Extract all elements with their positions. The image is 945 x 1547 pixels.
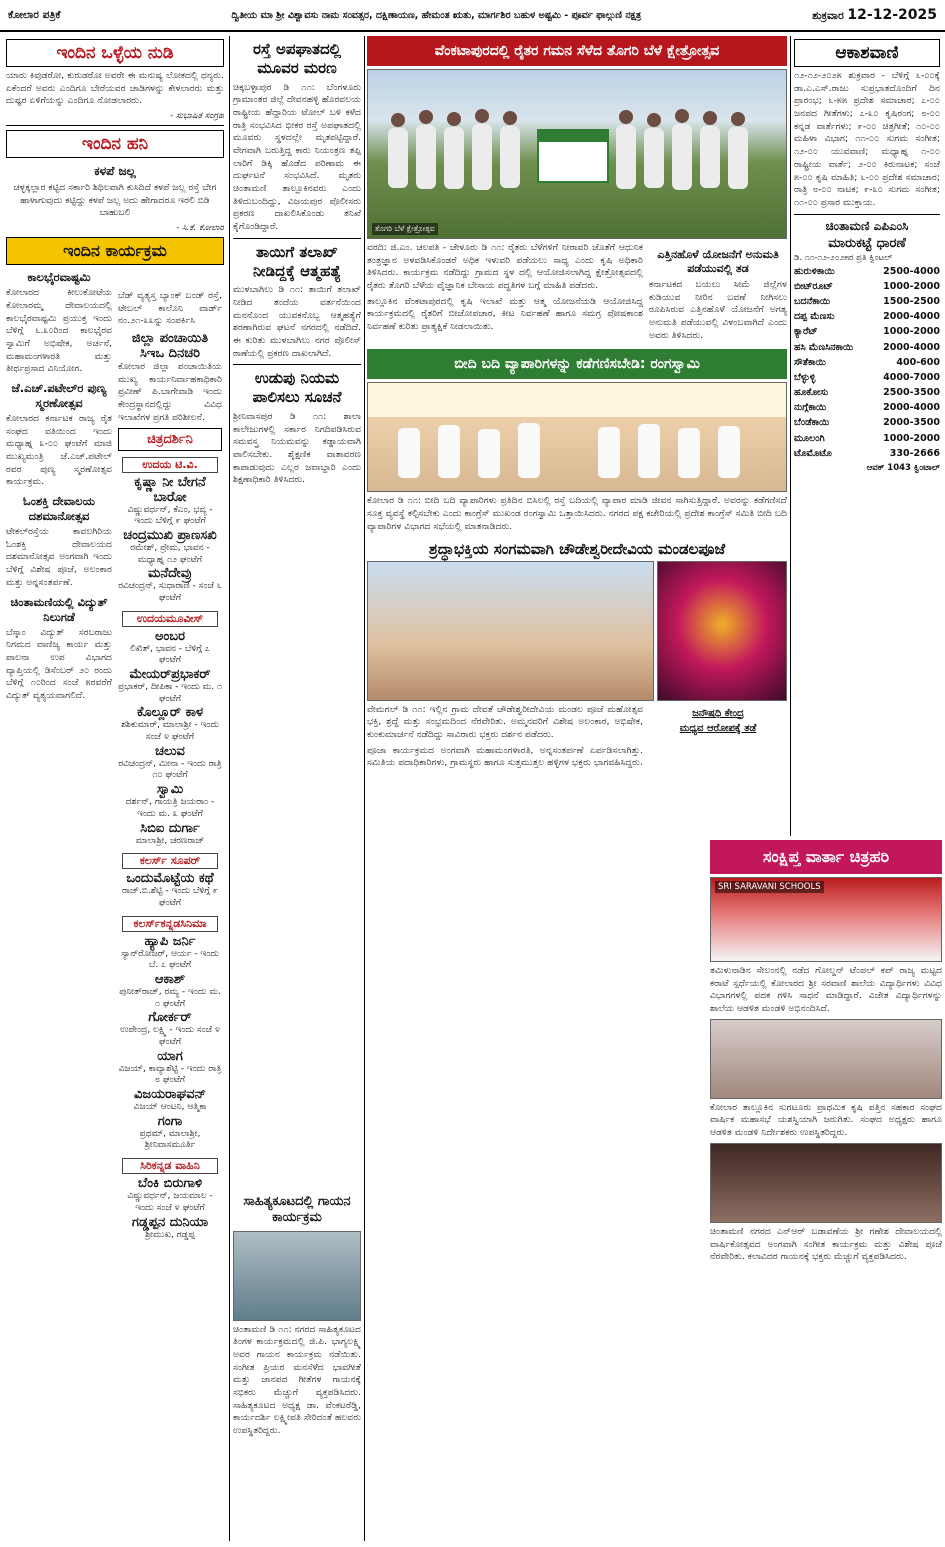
program-text: ಬೆಸ್ಕಾಂ ವಿದ್ಯುತ್ ಸರಬರಾಜು ನಿಗಮದ ವಾಣಿಜ್ಯ ಕಾರ್ಯ ಮತ್ತು ಪಾಲನಾ ಉಪ ವಿಭಾಗದ ವ್ಯಾಪ್ತಿಯಲ್ಲಿ ಡಿಸೆಂಬರ್ ೨೦ ರಂದು ಬೆಳಿಗ್ಗೆ ೧೦ರಿಂದ ಸಂಜೆ ೫ರವರೆಗೆ ವಿದ್ಯುತ್ ವ್ಯತ್ಯಯವಾಗಲಿದೆ.: [6, 626, 112, 701]
channel-label: ಸಿರಿಕನ್ನಡ ವಾಹಿನಿ: [122, 1158, 218, 1174]
society-text: ಕೋಲಾರ ತಾಲ್ಲೂಕಿನ ಸುಗಟೂರು ಪ್ರಾಥಮಿಕ ಕೃಷಿ ಪತ್ತಿನ ಸಹಕಾರ ಸಂಘದ ವಾರ್ಷಿಕ ಮಹಾಸಭೆ ಯಶಸ್ವಿಯಾಗಿ ಜರುಗಿತು. ಸಂಘದ ಅಧ್ಯಕ್ಷರು ಹಾಗೂ ಆಡಳಿತ ಮಂಡಳಿ ನಿರ್ದೇಶಕರು ಉಪಸ್ಥಿತರಿದ್ದರು.: [710, 1101, 942, 1139]
program-text: ಟೇಕಲ್‌ರಸ್ತೆಯ ಕಾವಲಗಿರಿಯ ಓಂಶಕ್ತಿ ದೇವಾಲಯದ ದಶಮಾನೋತ್ಸವ ಅಂಗವಾಗಿ ಇಂದು ಬೆಳಿಗ್ಗೆ ವಿಶೇಷ ಪೂಜೆ, ಅಲಂಕಾರ ಮತ್ತು ಅನ್ನಸಂತರ್ಪಣೆ.: [6, 526, 112, 588]
ettinahole-headline: ಎತ್ತಿನಹೊಳೆ ಯೋಜನೆಗೆ ಅನುಮತಿ ಪಡೆಯುವಲ್ಲಿ ತಡ: [657, 248, 779, 275]
market-price: 2000-3500: [883, 417, 940, 429]
market-price: 2000-4000: [883, 402, 940, 414]
movie-title: ಮೇಯರ್‌ಪ್ರಭಾಕರ್: [129, 667, 211, 682]
market-price: 2500-3500: [883, 387, 940, 399]
listing-item: ಬೆಡ್ ವ್ಯತ್ಯಸ್ತ ಬ್ಯಾಂಕ್ ಬಂಡ್ ರಸ್ತೆ, ಟೇಬಲ್ ಕಾಲೊನಿ ವಾರ್ಡ್ ನಂ.೨೧-೩೩ನ್ನು ಸಂಪರ್ಕಿಸಿ: [118, 290, 222, 327]
movie-info: ರವಿಚಂದ್ರನ್, ಸುಧಾರಾಣಿ - ಸಂಜೆ ೬ ಘಂಟೆಗೆ: [118, 581, 222, 603]
movie-info: ಶಶಿಕುಮಾರ್, ಮಾಲಾಶ್ರೀ - ಇಂದು ಸಂಜೆ ೪ ಘಂಟೆಗೆ: [120, 720, 220, 743]
movie-info: ರಾಜ್.ಬಿ.ಶೆಟ್ಟಿ - ಇಂದು ಬೆಳಿಗ್ಗೆ ೯ ಘಂಟೆಗೆ: [122, 886, 218, 908]
accident-headline: ರಸ್ತೆ ಅಪಘಾತದಲ್ಲಿ ಮೂವರ ಮರಣ: [252, 40, 342, 77]
sahitya-block: [233, 1190, 361, 1535]
movie-info: ಪ್ರಥಮ್, ಮಾಲಾಶ್ರೀ, ಶ್ರೀನಿವಾಸಮೂರ್ತಿ: [139, 1128, 201, 1151]
ettinahole-text: ಕರ್ನಾಟಕದ ಬಯಲು ಸೀಮೆ ಜಿಲ್ಲೆಗಳ ಕುಡಿಯುವ ನೀರಿನ ಬವಣೆ ನೀಗಿಸಲು ರೂಪಿಸಿರುವ ಎತ್ತಿನಹೊಳೆ ಯೋಜನೆಗೆ ಅಗತ್ಯ ಅನುಮತಿ ಪಡೆಯುವಲ್ಲಿ ವಿಳಂಬವಾಗಿದೆ ಎಂದು ಅವರು ತಿಳಿಸಿದರು.: [649, 279, 787, 341]
lead-headline: ವೆಂಕಟಾಪುರದಲ್ಲಿ ರೈತರ ಗಮನ ಸೆಳೆದ ತೊಗರಿ ಬೆಳೆ ಕ್ಷೇತ್ರೋತ್ಸವ: [367, 36, 787, 66]
market-row: [794, 340, 940, 355]
meeting-illustration: [368, 383, 787, 492]
market-price: 400-600: [896, 356, 940, 368]
program-text: ಕೋಲಾರದ ಕೀಲುಕೋಟೆಯ ಕೋಲಾರಮ್ಮ ದೇವಾಲಯದಲ್ಲಿ ಕಾಲಭೈರವಾಷ್ಟಮಿ ಪ್ರಯುಕ್ತ ಇಂದು ಬೆಳಿಗ್ಗೆ ೬.೩೦ರಿಂದ ಕಾಲಭೈರವ ಸ್ವಾಮಿಗೆ ಅಭಿಷೇಕ, ಅರ್ಚನೆ, ಮಹಾಮಂಗಳಾರತಿ ಮತ್ತು ತೀರ್ಥಪ್ರಸಾದ ವಿನಿಯೋಗ.: [6, 287, 112, 375]
devotees-photo: [367, 561, 654, 701]
channel-label: ಉದಯಮೂವೀಸ್: [122, 611, 218, 627]
market-item: ಕ್ಯಾರೆಟ್: [794, 326, 818, 338]
channel-label: ಕಲರ್ಸ್‌ಕನ್ನಡಸಿನಿಮಾ: [122, 916, 218, 932]
market-item: ದಪ್ಪ ಮೆಣಸು: [794, 311, 835, 323]
movie-info: ವಿಜಯ್, ಕಾವ್ಯಾಶೆಟ್ಟಿ - ಇಂದು ರಾತ್ರಿ ೮ ಘಂಟೆಗೆ: [118, 1063, 222, 1086]
column-right: [794, 36, 940, 836]
talaq-headline: ತಾಯಿಗೆ ತಲಾಖ್ ನೀಡಿದ್ದಕ್ಕೆ ಆತ್ಮಹತ್ಯೆ: [252, 242, 342, 280]
haniyu-signature: - ಸಿ.ಕೆ. ಕೋಲಾರ: [176, 223, 224, 234]
market-item: ಹಸಿ ಮೆಣಸಿನಕಾಯಿ: [794, 341, 854, 353]
movie-title: ಬೆಂಕಿ ಬಿರುಗಾಳಿ: [137, 1176, 203, 1192]
chowdeshwari-text-1: ವೇಮಗಲ್ ಡಿ ೧೧: ಇಲ್ಲಿನ ಗ್ರಾಮ ದೇವತೆ ಚೌಡೇಶ್ವರೀದೇವಿಯ ಮಂಡಲ ಪೂಜೆ ಮಹೋತ್ಸವ ಭಕ್ತಿ, ಶ್ರದ್ಧೆ ಮತ್ತು ಸಂಭ್ರಮದಿಂದ ನೆರವೇರಿತು. ಅಮ್ಮನವರಿಗೆ ವಿಶೇಷ ಅಲಂಕಾರ, ಅಭಿಷೇಕ, ಕುಂಕುಮಾರ್ಚನೆ ನಡೆದಿದ್ದು ಸಾವಿರಾರು ಭಕ್ತರು ದರ್ಶನ ಪಡೆದರು.: [367, 703, 643, 740]
program-title: ಕಾಲಭೈರವಾಷ್ಟಮಿ: [27, 270, 91, 285]
market-table: [794, 264, 940, 461]
good-word-text: ಯಾರು ಕಿವುಡರೋ, ಕುರುಡರೋ ಅವರೇ ಈ ಮನುಷ್ಯ ಲೋಕದಲ್ಲಿ ಧನ್ಯರು. ಏಕೆಂದರೆ ಅವರು ಎಂದಿಗೂ ಬೇರೆಯವರ ಚಾಡಿಗಳನ್ನು ಕೇಳಲಾರರು ಮತ್ತು ದುಷ್ಟರ ಏಳಿಗೆಯನ್ನು ಎಂದಿಗೂ ನೋಡಲಾರರು.: [6, 70, 224, 107]
field-day-text-1: ವರದಿ: ಜಿ.ಎಂ. ಚಲಪತಿ - ಚೇಳೂರು ಡಿ ೧೧: ರೈತರು ಬೆಳೆಗಳಿಗೆ ನೀರಾವರಿ ಜೊತೆಗೆ ಆಧುನಿಕ ತಂತ್ರಜ್ಞಾನ ಅಳವಡಿಸಿಕೊಂಡರೆ ಅಧಿಕ ಇಳುವರಿ ಪಡೆಯಲು ಸಾಧ್ಯ ಎಂದು ಕೃಷಿ ಅಧಿಕಾರಿ ತಿಳಿಸಿದರು. ಕಾರ್ಯಕ್ರಮ ನಡೆದಿದ್ದು ಗ್ರಾಮದ ಸ್ಥಳ ದಲ್ಲಿ ಆಯೋಜಿಸಲಾಗಿದ್ದ ಕ್ಷೇತ್ರೋತ್ಸವದಲ್ಲಿ ರೈತರು ತೊಗರಿ ಬೆಳೆಯ ವೈಜ್ಞಾನಿಕ ಬೇಸಾಯ ಪದ್ಧತಿಗಳ ಬಗ್ಗೆ ಮಾಹಿತಿ ಪಡೆದರು.: [367, 242, 643, 292]
street-vendors-headline: ಬೀದಿ ಬದಿ ವ್ಯಾಪಾರಿಗಳನ್ನು ಕಡೆಗಣಿಸಬೇಡಿ: ರಂಗಸ್ವಾಮಿ: [367, 349, 787, 379]
singing-text: ಚಿಂತಾಮಣಿ ಡಿ ೧೧: ನಗರದ ಸಾಹಿತ್ಯಕೂಟದ ತಿಂಗಳ ಕಾರ್ಯಕ್ರಮದಲ್ಲಿ ಜಿ.ಪಿ. ಭಾಗ್ಯಲಕ್ಷ್ಮಿ ಅವರ ಗಾಯನ ಕಾರ್ಯಕ್ರಮ ನಡೆಯಿತು. ಸಂಗೀತ ಪ್ರಿಯರ ಮನಸೆಳೆದ ಭಾವಗೀತೆ ಮತ್ತು ಜಾನಪದ ಗೀತೆಗಳ ಗಾಯನಕ್ಕೆ ಸಭಿಕರು ಮೆಚ್ಚುಗೆ ವ್ಯಕ್ತಪಡಿಸಿದರು. ಸಾಹಿತ್ಯಕೂಟದ ಅಧ್ಯಕ್ಷ ಡಾ. ವೆಂಕಟರೆಡ್ಡಿ, ಕಾರ್ಯದರ್ಶಿ ಲಕ್ಷ್ಮೀಪತಿ ಸೇರಿದಂತೆ ಹಲವರು ಉಪಸ್ಥಿತರಿದ್ದರು.: [233, 1323, 361, 1436]
movie-info: ರವಿಚಂದ್ರನ್, ಮೀನಾ - ಇಂದು ರಾತ್ರಿ ೧೦ ಘಂಟೆಗೆ: [118, 758, 222, 781]
market-price: 2000-4000: [883, 311, 940, 323]
market-row: [794, 431, 940, 446]
market-price: 1000-2000: [883, 280, 940, 292]
movie-title: ವಿಜಯರಾಘವನ್: [133, 1087, 207, 1103]
program-title: ಜೆ.ಎಚ್.ಪಟೇಲ್‌ರ ಪುಣ್ಯ ಸ್ಮರಣೋತ್ಸವ: [11, 380, 107, 410]
market-item: ಬೆಂಡೆಕಾಯಿ: [794, 417, 830, 429]
deity-photo: [657, 561, 787, 701]
market-price: 330-2666: [889, 447, 940, 459]
karate-text: ತಮಿಳುನಾಡಿನ ಸೇಲಂನಲ್ಲಿ ನಡೆದ ಗೋಲ್ಡನ್ ಟೆಂಪಲ್ ಕಪ್ ರಾಜ್ಯ ಮಟ್ಟದ ಕರಾಟೆ ಸ್ಪರ್ಧೆಯಲ್ಲಿ ಕೋಲಾರದ ಶ್ರೀ ಸರವಾಣಿ ಶಾಲೆಯ ವಿದ್ಯಾರ್ಥಿಗಳು ವಿವಿಧ ವಿಭಾಗಗಳಲ್ಲಿ ಪದಕ ಗಳಿಸಿ ಸಾಧನೆ ಮಾಡಿದ್ದಾರೆ. ವಿಜೇತ ವಿದ್ಯಾರ್ಥಿಗಳನ್ನು ಶಾಲೆಯ ಆಡಳಿತ ಮಂಡಳಿ ಅಭಿನಂದಿಸಿದೆ.: [710, 965, 942, 1015]
listing-item: ಕೋಲಾರ ಜಿಲ್ಲಾ ಪಂಚಾಯಿತಿಯ ಮುಖ್ಯ ಕಾರ್ಯನಿರ್ವಾಹಕಾಧಿಕಾರಿ ಪ್ರವೀಣ್ ಪಿ.ಬಾಗೇವಾಡಿ ಇಂದು ಕೇಂದ್ರಸ್ಥಾನದಲ್ಲಿದ್ದು ವಿವಿಧ ಇಲಾಖೆಗಳ ಪ್ರಗತಿ ಪರಿಶೀಲನೆ.: [118, 361, 222, 423]
market-item: ಬೆಳ್ಳುಳ್ಳಿ: [794, 371, 816, 383]
karate-photo-label: SRI SARAVANI SCHOOLS: [715, 881, 824, 893]
movie-info: ವಿಷ್ಣುವರ್ಧನ್, ಜಯಮಾಲ - ಇಂದು ಸಂಜೆ ೪ ಘಂಟೆಗೆ: [127, 1191, 213, 1213]
market-row: [794, 446, 940, 461]
column-listings: [118, 290, 222, 1540]
day: ಶುಕ್ರವಾರ: [812, 9, 844, 22]
market-row: [794, 264, 940, 279]
market-item: ಬದನೆಕಾಯಿ: [794, 295, 831, 307]
uniform-text: ಶ್ರೀನಿವಾಸಪುರ ಡಿ ೧೧: ಶಾಲಾ ಕಾಲೇಜುಗಳಲ್ಲಿ ಸರ್ಕಾರ ನಿಗದಿಪಡಿಸಿರುವ ಸಮವಸ್ತ್ರ ನಿಯಮವನ್ನು ಕಡ್ಡಾಯವಾಗಿ ಪಾಲಿಸಬೇಕು. ಶೈಕ್ಷಣಿಕ ವಾತಾವರಣ ಕಾಪಾಡುವುದು ಎಲ್ಲರ ಜವಾಬ್ದಾರಿ ಎಂದು ಶಿಕ್ಷಣಾಧಿಕಾರಿ ತಿಳಿಸಿದರು.: [233, 410, 361, 486]
movie-title: ಒಂದುಮೊಟ್ಟೆಯ ಕಥೆ: [126, 871, 214, 887]
market-item: ಸೌತೆಕಾಯಿ: [794, 356, 826, 368]
talaq-text: ಮುಳಬಾಗಿಲು ಡಿ ೧೧: ತಾಯಿಗೆ ತಲಾಖ್ ನೀಡಿದ ತಂದೆಯ ವರ್ತನೆಯಿಂದ ಮನನೊಂದ ಯುವಕನೊಬ್ಬ ಆತ್ಮಹತ್ಯೆಗೆ ಶರಣಾಗಿರುವ ಘಟನೆ ನಗರದಲ್ಲಿ ನಡೆದಿದೆ. ಈ ಕುರಿತು ಮುಳಬಾಗಿಲು ನಗರ ಪೊಲೀಸ್ ಠಾಣೆಯಲ್ಲಿ ಪ್ರಕರಣ ದಾಖಲಾಗಿದೆ.: [233, 284, 361, 359]
masthead: [0, 0, 945, 32]
market-item: ಮೂಲಂಗಿ: [794, 432, 825, 444]
movie-info: ಲಿಖಿತ್, ಭಾವನ - ಬೆಳಿಗ್ಗೆ ೭ ಘಂಟೆಗೆ: [130, 643, 210, 666]
akashvani-heading: ಆಕಾಶವಾಣಿ: [794, 39, 940, 67]
program-title: ಚಿಂತಾಮಣಿಯಲ್ಲಿ ವಿದ್ಯುತ್ ನಿಲುಗಡೆ: [10, 594, 108, 624]
brief-news: [710, 840, 942, 1540]
market-row: [794, 400, 940, 415]
market-row: [794, 324, 940, 339]
movie-title: ಸಿಬಿಐ ದುರ್ಗಾ: [140, 820, 200, 836]
program-list: [6, 270, 112, 703]
movie-title: ಗಂಗಾ: [157, 1113, 183, 1129]
movie-info: ಪುನೀತ್‌ರಾಜ್, ರಮ್ಯ - ಇಂದು ಮ. ೧ ಘಂಟೆಗೆ: [119, 986, 221, 1009]
market-item: ನುಗ್ಗೆಕಾಯಿ: [794, 402, 827, 414]
market-arrival: ಆವಕ್ 1043 ಕ್ವಿಂಟಾಲ್: [866, 463, 940, 474]
cinema-heading: ಚಿತ್ರದರ್ಶಿನಿ: [118, 428, 222, 451]
channel-label: ಕಲರ್ಸ್ ಸೂಪರ್: [122, 853, 218, 869]
movie-title: ಚಲುವ: [155, 743, 185, 759]
market-item: ಬೀಟ್‌ರೂಟ್: [794, 280, 833, 292]
movie-title: ಸ್ವಾಮಿ: [156, 782, 184, 798]
market-subtitle: ಡಿ. ೧೧-೧೨-೨೦೨೫ರ ಪ್ರತಿ ಕ್ವಿಂಟಲ್: [794, 252, 893, 263]
movie-info: ಸ್ಯಾನ್‌ರೋಜರ್, ಆರ್ಯ - ಇಂದು ಬೆ. ೭ ಘಂಟೆಗೆ: [121, 948, 219, 971]
date: 12-12-2025: [847, 7, 937, 23]
movie-title: ಕೊಲ್ಲೂರ್ ಕಾಳ: [136, 705, 204, 721]
singing-headline: ಸಾಹಿತ್ಯಕೂಟದಲ್ಲಿ ಗಾಯನ ಕಾರ್ಯಕ್ರಮ: [243, 1194, 351, 1226]
market-price: 1000-2000: [883, 326, 940, 338]
market-price: 2000-4000: [883, 341, 940, 353]
field-day-photo: [367, 69, 787, 239]
chowdeshwari-text-2: ಪೂಜಾ ಕಾರ್ಯಕ್ರಮದ ಅಂಗವಾಗಿ ಮಹಾಮಂಗಳಾರತಿ, ಅನ್ನಸಂತರ್ಪಣೆ ಏರ್ಪಡಿಸಲಾಗಿತ್ತು. ಸಮಿತಿಯ ಪದಾಧಿಕಾರಿಗಳು, ಗ್ರಾಮಸ್ಥರು ಹಾಗೂ ಸುತ್ತಮುತ್ತಲ ಹಳ್ಳಿಗಳ ಭಕ್ತರು ಭಾಗವಹಿಸಿದ್ದರು.: [367, 744, 643, 769]
panchanga-line: ದ್ವಿತೀಯ ಮಾ ಶ್ರೀ ವಿಶ್ವಾವಸು ನಾಮ ಸಂವತ್ಸರ, ದಕ್ಷಿಣಾಯಣ, ಹೇಮಂತ ಋತು, ಮಾರ್ಗಶಿರ ಬಹುಳ ಅಷ್ಟಮಿ - ಪೂರ್ವ ಫಾಲ್ಗುಣಿ ನಕ್ಷತ್ರ: [231, 9, 642, 21]
accident-text: ಚಿಕ್ಕಬಳ್ಳಾಪುರ ಡಿ ೧೧: ಬೆಂಗಳೂರು ಗ್ರಾಮಾಂತರ ಜಿಲ್ಲೆ ದೇವನಹಳ್ಳಿ ಹೊರವಲಯ ರಾಷ್ಟ್ರೀಯ ಹೆದ್ದಾರಿಯ ಟೋಲ್ ಬಳಿ ಕಳೆದ ರಾತ್ರಿ ಸಂಭವಿಸಿದ ಭೀಕರ ರಸ್ತೆ ಅಪಘಾತದಲ್ಲಿ ಮೂವರು ಸ್ಥಳದಲ್ಲೇ ಮೃತಪಟ್ಟಿದ್ದಾರೆ. ವೇಗವಾಗಿ ಬರುತ್ತಿದ್ದ ಕಾರು ನಿಯಂತ್ರಣ ತಪ್ಪಿ ಲಾರಿಗೆ ಡಿಕ್ಕಿ ಹೊಡೆದ ಪರಿಣಾಮ ಈ ದುರ್ಘಟನೆ ಸಂಭವಿಸಿದೆ. ಮೃತರು ಚಿಂತಾಮಣಿ ತಾಲ್ಲೂಕಿನವರು ಎಂದು ತಿಳಿದುಬಂದಿದ್ದು, ವಿಜಯಪುರ ಪೊಲೀಸರು ಪ್ರಕರಣ ದಾಖಲಿಸಿಕೊಂಡು ತನಿಖೆ ಕೈಗೊಂಡಿದ್ದಾರೆ.: [233, 81, 361, 233]
field-day-photo-label: ತೊಗರಿ ಬೆಳೆ ಕ್ಷೇತ್ರೋತ್ಸವ: [372, 223, 438, 235]
crowd-illustration: [368, 70, 787, 239]
karate-photo: [710, 877, 942, 962]
market-title: ಮಾರುಕಟ್ಟೆ ಧಾರಣೆ: [828, 235, 906, 251]
haniyu-text: ಚಳ್ಳಕ್ಕಲ್ಲಾರ ಕಟ್ಟಿದ ಸರ್ಕಾರಿ ಶಿಥಿಲವಾಗಿ ಕುಸಿದಿದೆ ಕಳಪೆ ಜಲ್ಲ ರಸ್ತೆ ಬೇಗ ಹಾಳಾಗುವುದು ಕಟ್ಟಿದ್ದು ಕಳಪೆ ಜಲ್ಲ ಅದು ಹೇಗಾದರೂ ಇರಲಿ ಬಿಡಿ ಬಾಹುಬಲಿ: [13, 182, 217, 219]
market-item: ಹುರುಳಿಕಾಯಿ: [794, 265, 835, 277]
market-row: [794, 370, 940, 385]
maddhya-subhead: ಮಧ್ಯವ ಆರೋಪಕ್ಕೆ ತಡೆ: [679, 722, 757, 734]
market-price: 2500-4000: [883, 265, 940, 277]
field-day-text-2: ತಾಲ್ಲೂಕಿನ ವೆಂಕಟಾಪುರದಲ್ಲಿ ಕೃಷಿ ಇಲಾಖೆ ಮತ್ತು ಆತ್ಮ ಯೋಜನೆಯಡಿ ಆಯೋಜಿಸಿದ್ದ ಕಾರ್ಯಕ್ರಮದಲ್ಲಿ ರೈತರಿಗೆ ಬೀಜೋಪಚಾರ, ಕೀಟ ನಿರ್ವಹಣೆ ಹಾಗೂ ಸಮಗ್ರ ಪೋಷಕಾಂಶ ನಿರ್ವಹಣೆ ಕುರಿತು ಪ್ರಾತ್ಯಕ್ಷಿಕೆ ನೀಡಲಾಯಿತು.: [367, 295, 643, 333]
society-photo: [710, 1019, 942, 1099]
movie-info: ಉಪೇಂದ್ರ, ಲಕ್ಷ್ಮಿ - ಇಂದು ಸಂಜೆ ೪ ಘಂಟೆಗೆ: [120, 1025, 220, 1047]
good-word-heading: ಇಂದಿನ ಒಳ್ಳೆಯ ನುಡಿ: [6, 39, 224, 67]
movie-title: ಯಾಗ: [157, 1048, 183, 1064]
listing-item: ಜಿಲ್ಲಾ ಪಂಚಾಯಿತಿ: [131, 331, 209, 347]
brief-news-heading: ಸಂಕ್ಷಿಪ್ತ ವಾರ್ತಾ ಚಿತ್ರಹರಿ: [710, 840, 942, 874]
market-price: 1000-2000: [883, 432, 940, 444]
paper-name: ಕೋಲಾರ ಪತ್ರಿಕೆ: [8, 8, 61, 21]
market-row: [794, 294, 940, 309]
program-text: ಕೋಲಾರದ ಕರ್ನಾಟಕ ರಾಜ್ಯ ರೈತ ಸಂಘದ ವತಿಯಿಂದ ಇಂದು ಮಧ್ಯಾಹ್ನ ೩-೦೦ ಘಂಟೆಗೆ ಮಾಜಿ ಮುಖ್ಯಮಂತ್ರಿ ಜೆ.ಎಚ್.ಪಟೇಲ್ ರವರ ಪುಣ್ಯ ಸ್ಮರಣೋತ್ಸವ ಕಾರ್ಯಕ್ರಮ.: [6, 412, 112, 488]
market-row: [794, 309, 940, 324]
movie-info: ವಿಷ್ಣುವರ್ಧನ್, ಕೆಎಂ, ಭವ್ಯ - ಇಂದು ಬೆಳಿಗ್ಗೆ ೯ ಘಂಟೆಗೆ: [127, 504, 213, 527]
market-price: 1500-2500: [883, 295, 940, 307]
apmc-heading: ಚಿಂತಾಮಣಿ ಎಪಿಎಂಸಿ: [825, 218, 909, 233]
movie-info: ವಿಜಯ್ ಆಂಟನಿ, ಆತ್ಮಿಕಾ: [133, 1102, 207, 1113]
concert-photo: [710, 1143, 942, 1223]
chowdeshwari-headline: ಶ್ರದ್ಧಾಭಕ್ತಿಯ ಸಂಗಮವಾಗಿ ಚೌಡೇಶ್ವರೀದೇವಿಯ ಮಂಡಲಪೂಜೆ: [428, 539, 726, 558]
listing-item: ಸಿಇಒ ದಿನಚರಿ: [140, 346, 200, 362]
good-word-signature: - ಸುಭಾಷಿತ ಸಂಗ್ರಹ: [170, 111, 224, 122]
akashvani-text: ೧೨-೧೨-೨೦೨೫ ಶುಕ್ರವಾರ - ಬೆಳಿಗ್ಗೆ ೬-೦೦ಕ್ಕೆ ಡಾ.ಎ.ಎಸ್.ರಾಜು ಸುಪ್ರಭಾತದೊಂದಿಗೆ ದಿನ ಪ್ರಾರಂಭ; ೬-೫೫ ಪ್ರದೇಶ ಸಮಾಚಾರ; ೭-೦೦ ಜನಪದ ಗೀತೆಗಳು; ೭-೩೦ ಕೃಷಿರಂಗ; ೮-೦೦ ಕನ್ನಡ ವಾರ್ತೆಗಳು; ೯-೦೦ ಚಿತ್ರಗೀತೆ; ೧೦-೦೦ ಮಹಿಳಾ ವಿಭಾಗ; ೧೧-೦೦ ಸುಗಮ ಸಂಗೀತ; ೧೨-೦೦ ಯುವವಾಣಿ; ಮಧ್ಯಾಹ್ನ ೧-೦೦ ರಾಷ್ಟ್ರೀಯ ವಾರ್ತೆ; ೨-೦೦ ಕಿರುನಾಟಕ; ಸಂಜೆ ೫-೦೦ ಕೃಷಿ ಮಾಹಿತಿ; ೬-೦೦ ಪ್ರದೇಶ ಸಮಾಚಾರ; ರಾತ್ರಿ ೮-೦೦ ನಾಟಕ; ೯-೩೦ ಸುಗಮ ಸಂಗೀತ; ೧೧-೦೦ ಪ್ರಸಾರ ಮುಕ್ತಾಯ.: [794, 70, 940, 208]
market-row: [794, 415, 940, 430]
movie-info: ಪ್ರಭಾಕರ್, ದೀಪಿಕಾ - ಇಂದು ಮ. ೧ ಘಂಟೆಗೆ: [118, 682, 222, 704]
movie-title: ಮನೆದೇವ್ರು: [148, 566, 192, 582]
movie-info: ಶ್ರೀಮುಖ, ಗಡ್ಡಪ್ಪ: [145, 1229, 195, 1240]
movie-title: ಕೃಷ್ಣಾ ನೀ ಬೇಗನೆ ಬಾರೋ: [134, 474, 206, 505]
market-row: [794, 355, 940, 370]
janaushadhi-subhead: ಜನೌಷಧಿ ಕೇಂದ್ರ: [692, 707, 744, 719]
market-item: ಹೂಕೋಸು: [794, 387, 829, 399]
movie-title: ಅಂಬರ: [154, 628, 185, 644]
movie-info: ದರ್ಶನ್, ಗಾಯತ್ರಿ ಜಯರಾಂ - ಇಂದು ಮ. ೩ ಘಂಟೆಗೆ: [125, 797, 215, 819]
uniform-headline: ಉಡುಪು ನಿಯಮ ಪಾಲಿಸಲು ಸೂಚನೆ: [252, 369, 342, 407]
concert-text: ಚಿಂತಾಮಣಿ ನಗರದ ಎನ್‌ಆರ್ ಬಡಾವಣೆಯ ಶ್ರೀ ಗಣೇಶ ದೇವಾಲಯದಲ್ಲಿ ವಾರ್ಷಿಕೋತ್ಸವದ ಅಂಗವಾಗಿ ಸಂಗೀತ ಕಾರ್ಯಕ್ರಮ ಮತ್ತು ವಿಶೇಷ ಪೂಜೆ ನೆರವೇರಿತು. ಕಲಾವಿದರ ಗಾಯನಕ್ಕೆ ಭಕ್ತರು ಮೆಚ್ಚುಗೆ ವ್ಯಕ್ತಪಡಿಸಿದರು.: [710, 1225, 942, 1263]
channel-label: ಉದಯ ಟಿ.ವಿ.: [122, 457, 218, 473]
vendors-meeting-photo: [367, 382, 787, 492]
singing-photo: [233, 1231, 361, 1321]
movie-title: ಆಕಾಶ್: [154, 971, 186, 987]
street-vendors-text: ಕೋಲಾರ ಡಿ ೧೧: ಬೀದಿ ಬದಿ ವ್ಯಾಪಾರಿಗಳು ಪ್ರತಿದಿನ ಬಿಸಿಲಲ್ಲಿ ರಸ್ತೆ ಬದಿಯಲ್ಲಿ ವ್ಯಾಪಾರ ಮಾಡಿ ಜೀವನ ಸಾಗಿಸುತ್ತಿದ್ದಾರೆ. ಅವರನ್ನು ಕಡೆಗಣಿಸದೆ ಸೂಕ್ತ ವ್ಯವಸ್ಥೆ ಕಲ್ಪಿಸಬೇಕು ಎಂದು ಕಾಂಗ್ರೆಸ್ ಮುಖಂಡ ರಂಗಸ್ವಾಮಿ ಒತ್ತಾಯಿಸಿದರು. ನಗರದ ಪಕ್ಷ ಕಚೇರಿಯಲ್ಲಿ ಪ್ರದೇಶ ಕಾಂಗ್ರೆಸ್ ಸಮಿತಿ ಬೀದಿ ಬದಿ ವ್ಯಾಪಾರಿಗಳ ವಿಭಾಗದ ಸಭೆಯಲ್ಲಿ ಮಾತನಾಡಿದರು.: [367, 495, 787, 532]
movie-title: ಚಂದ್ರಮುಖಿ ಪ್ರಾಣಸಖಿ: [123, 527, 217, 543]
movie-info: ಮಾಲಾಶ್ರೀ, ಚರಣರಾಜ್: [135, 835, 205, 846]
market-price: 4000-7000: [883, 371, 940, 383]
program-title: ಓಂಶಕ್ತಿ ದೇವಾಲಯ ದಶಮಾನೋತ್ಸವ: [23, 494, 95, 524]
haniyu-heading: ಇಂದಿನ ಹನಿ: [6, 130, 224, 158]
market-row: [794, 385, 940, 400]
market-item: ಟೊಮೊಟೊ: [794, 447, 832, 459]
program-heading: ಇಂದಿನ ಕಾರ್ಯಕ್ರಮ: [6, 237, 224, 265]
movie-title: ಗೋರ್ಕರ್: [148, 1010, 192, 1026]
haniyu-subtitle: ಕಳಪೆ ಜಲ್ಲ: [94, 164, 136, 179]
movie-title: ಗಡ್ಡಪ್ಪನ ದುನಿಯಾ: [131, 1214, 209, 1230]
movie-title: ಹ್ಯಾಪಿ ಜರ್ನಿ: [144, 933, 196, 949]
market-row: [794, 279, 940, 294]
movie-info: ರಮೇಶ್, ಪ್ರೇಮ, ಭಾವನ - ಮಧ್ಯಾಹ್ನ ೧೨ ಘಂಟೆಗೆ: [130, 542, 210, 565]
